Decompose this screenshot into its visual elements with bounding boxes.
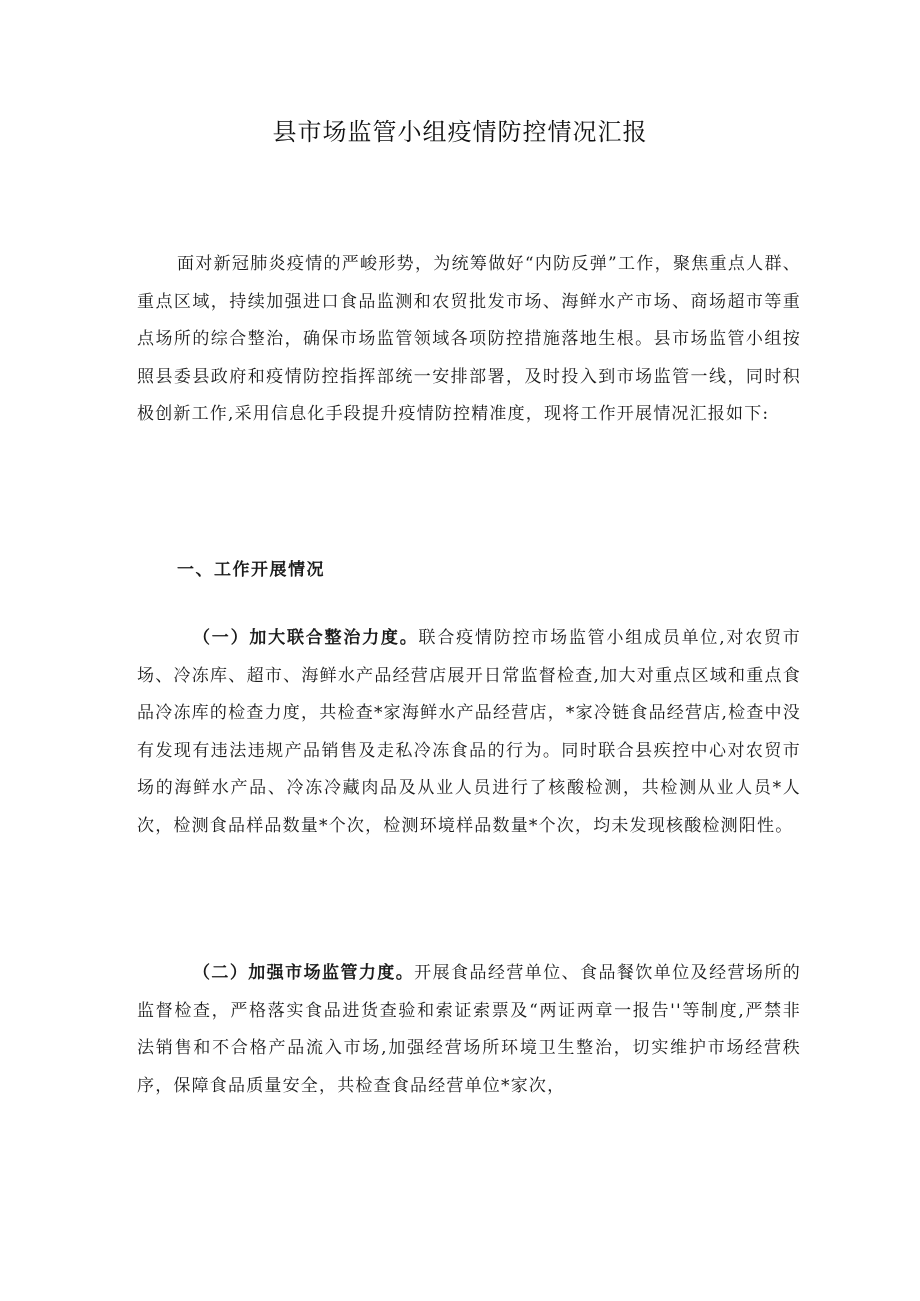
item-lead-1: （一）加大联合整治力度。 [193,628,419,648]
item-paragraph-1 [137,620,801,845]
item-paragraph-2 [137,955,801,1105]
section-heading: 一、工作开展情况 [177,560,325,580]
item-text-1: 联合疫情防控市场监管小组成员单位,对农贸市场、冷冻库、超市、海鲜水产品经营店展开日常监督检查,加大对重点区域和重点食品冷冻库的检查力度，共检查*家海鲜水产品经营店，*家冷链食品经营店,检查中没有发现有违法违规产品销售及走私冷冻食品的行为。同时联合县疾控中心对农贸市场的海鲜水产品、冷冻冷藏肉品及从业人员进行了核酸检测，共检测从业人员*人次，检测食品样品数量*个次，检测环境样品数量*个次，均未发现核酸检测阳性。 [137,628,801,836]
item-text-2: 开展食品经营单位、食品餐饮单位及经营场所的监督检查，严格落实食品进货查验和索证索票及“两证两章一报告''等制度,严禁非法销售和不合格产品流入市场,加强经营场所环境卫生整治，切实维护市场经营秩序，保障食品质量安全，共检查食品经营单位*家次， [137,963,801,1096]
intro-paragraph: 面对新冠肺炎疫情的严峻形势，为统筹做好“内防反弹”工作，聚焦重点人群、重点区域，持续加强进口食品监测和农贸批发市场、海鲜水产市场、商场超市等重点场所的综合整治，确保市场监管领域各项防控措施落地生根。县市场监管小组按照县委县政府和疫情防控指挥部统一安排部署，及时投入到市场监管一线，同时积极创新工作,采用信息化手段提升疫情防控精准度，现将工作开展情况汇报如下: [137,254,801,424]
document-title: 县市场监管小组疫情防控情况汇报 [272,118,648,146]
item-lead-2: （二）加强市场监管力度。 [193,963,415,983]
